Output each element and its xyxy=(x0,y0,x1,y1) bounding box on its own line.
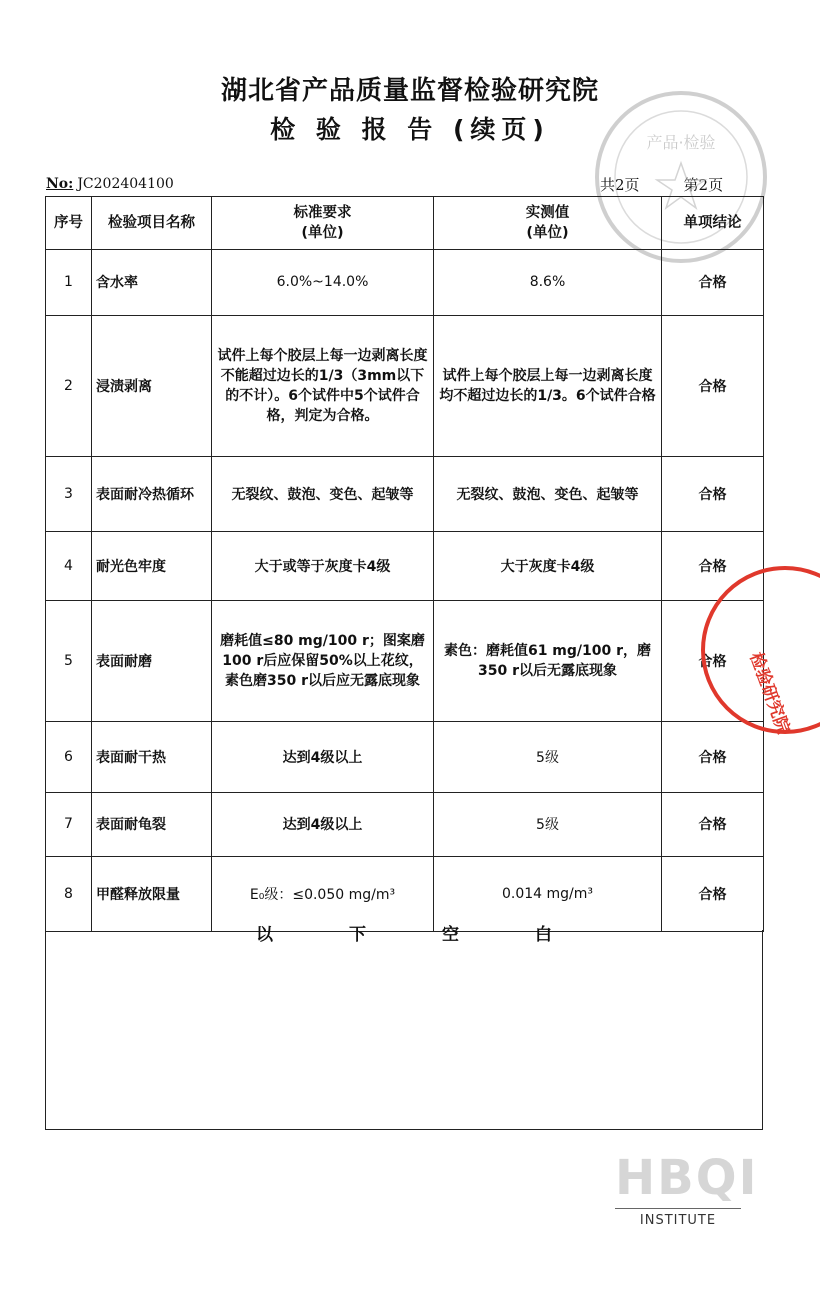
row-standard: E₀级：≤0.050 mg/m³ xyxy=(212,857,434,932)
blank-char: 以 xyxy=(256,925,273,945)
table-row xyxy=(46,457,764,532)
gray-seal-text: 产品·检验 xyxy=(646,133,716,152)
row-measured: 大于灰度卡4级 xyxy=(434,532,662,601)
blank-char: 白 xyxy=(535,925,552,945)
header-standard: 标准要求 (单位) xyxy=(212,197,434,250)
row-result: 合格 xyxy=(662,857,764,932)
inspection-table xyxy=(45,196,764,932)
row-seq: 7 xyxy=(46,792,92,857)
row-item: 表面耐冷热循环 xyxy=(92,457,212,532)
header-result: 单项结论 xyxy=(662,197,764,250)
row-result: 合格 xyxy=(662,532,764,601)
row-standard: 无裂纹、鼓泡、变色、起皱等 xyxy=(212,457,434,532)
row-measured: 8.6% xyxy=(434,249,662,316)
red-seal-icon xyxy=(690,560,820,740)
report-number-value: JC202404100 xyxy=(77,176,174,192)
logo-mark: HBQI xyxy=(615,1150,759,1206)
row-standard: 6.0%~14.0% xyxy=(212,249,434,316)
hbqi-logo xyxy=(615,1150,765,1240)
row-item: 表面耐干热 xyxy=(92,721,212,792)
row-measured: 5级 xyxy=(434,721,662,792)
row-result: 合格 xyxy=(662,316,764,457)
row-item: 浸渍剥离 xyxy=(92,316,212,457)
row-standard: 磨耗值≤80 mg/100 r；图案磨100 r后应保留50%以上花纹，素色磨350 r以后应无露底现象 xyxy=(212,600,434,721)
row-measured: 素色：磨耗值61 mg/100 r，磨350 r以后无露底现象 xyxy=(434,600,662,721)
row-item: 表面耐龟裂 xyxy=(92,792,212,857)
institute-title: 湖北省产品质量监督检验研究院 xyxy=(220,76,599,106)
row-result: 合格 xyxy=(662,792,764,857)
table-row xyxy=(46,316,764,457)
header-seq: 序号 xyxy=(46,197,92,250)
current-page: 第2页 xyxy=(683,176,724,194)
blank-char: 空 xyxy=(442,925,459,945)
row-standard: 大于或等于灰度卡4级 xyxy=(212,532,434,601)
red-seal-text: 检验研究院 xyxy=(745,649,794,737)
row-seq: 4 xyxy=(46,532,92,601)
row-item: 表面耐磨 xyxy=(92,600,212,721)
header-measured: 实测值 (单位) xyxy=(434,197,662,250)
row-measured: 试件上每个胶层上每一边剥离长度均不超过边长的1/3。6个试件合格 xyxy=(434,316,662,457)
row-seq: 1 xyxy=(46,249,92,316)
table-row xyxy=(46,721,764,792)
row-standard: 达到4级以上 xyxy=(212,792,434,857)
row-measured: 无裂纹、鼓泡、变色、起皱等 xyxy=(434,457,662,532)
row-item: 耐光色牢度 xyxy=(92,532,212,601)
logo-text: INSTITUTE xyxy=(615,1208,741,1228)
blank-area xyxy=(45,930,763,1130)
row-result: 合格 xyxy=(662,721,764,792)
blank-char: 下 xyxy=(349,925,366,945)
row-standard: 达到4级以上 xyxy=(212,721,434,792)
table-row xyxy=(46,532,764,601)
table-header-row xyxy=(46,197,764,250)
blank-marker xyxy=(45,920,763,945)
row-seq: 5 xyxy=(46,600,92,721)
row-measured: 0.014 mg/m³ xyxy=(434,857,662,932)
total-pages: 共2页 xyxy=(600,176,640,194)
report-number-label: No: xyxy=(46,176,74,192)
row-result: 合格 xyxy=(662,249,764,316)
row-result: 合格 xyxy=(662,457,764,532)
row-measured: 5级 xyxy=(434,792,662,857)
report-title: 检 验 报 告 (续页) xyxy=(270,115,550,144)
report-number xyxy=(46,176,174,192)
row-seq: 2 xyxy=(46,316,92,457)
table-row xyxy=(46,600,764,721)
table-row xyxy=(46,249,764,316)
header-item: 检验项目名称 xyxy=(92,197,212,250)
row-item: 含水率 xyxy=(92,249,212,316)
row-item: 甲醛释放限量 xyxy=(92,857,212,932)
row-seq: 6 xyxy=(46,721,92,792)
table-row xyxy=(46,792,764,857)
row-seq: 3 xyxy=(46,457,92,532)
row-result: 合格 xyxy=(662,600,764,721)
row-seq: 8 xyxy=(46,857,92,932)
row-standard: 试件上每个胶层上每一边剥离长度不能超过边长的1/3（3mm以下的不计）。6个试件中5个试件合格，判定为合格。 xyxy=(212,316,434,457)
